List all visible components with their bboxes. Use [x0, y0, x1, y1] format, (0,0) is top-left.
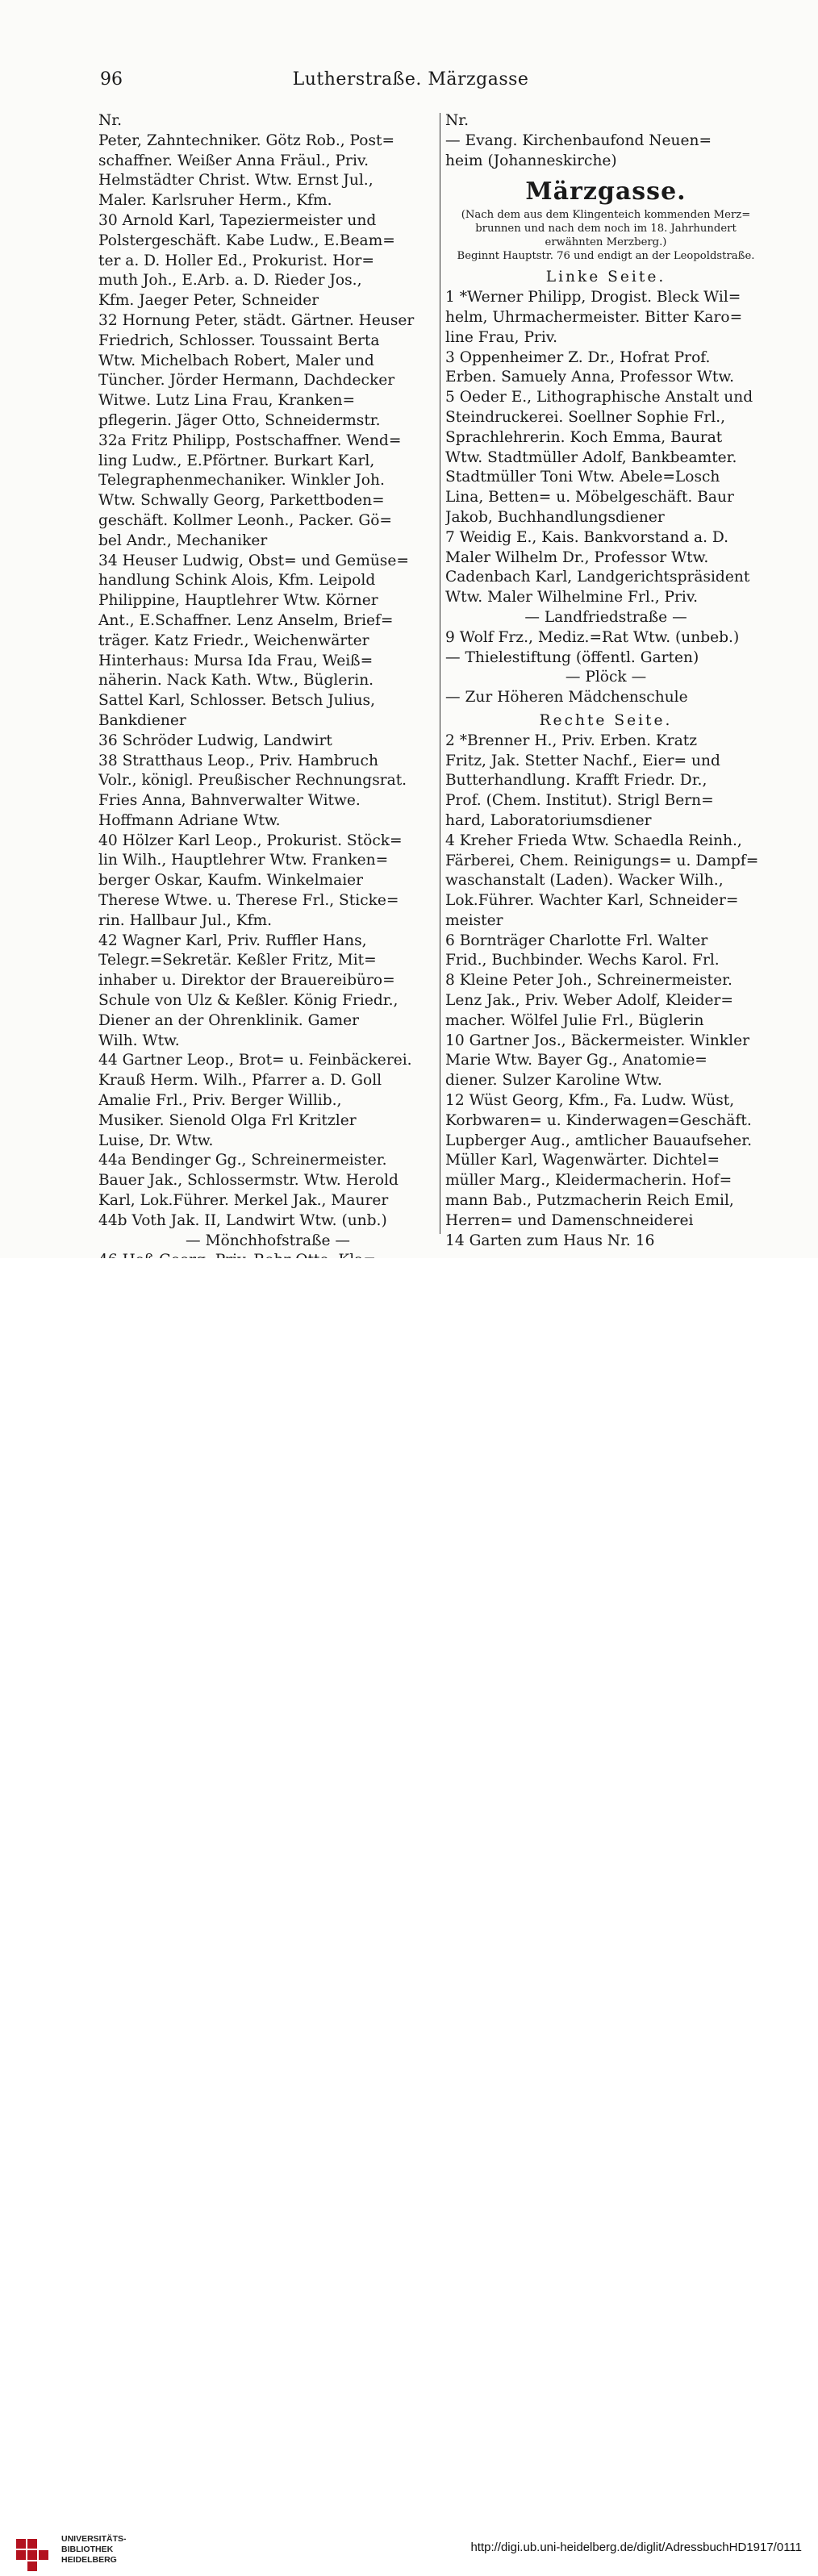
text-line: pflegerin. Jäger Otto, Schneidermstr.: [98, 411, 381, 429]
source-url-link[interactable]: http://digi.ub.uni-heidelberg.de/diglit/AdressbuchHD1917/0111: [470, 2541, 802, 2554]
right-nr-label: Nr.: [445, 112, 470, 129]
text-line: — Zur Höheren Mädchenschule: [445, 689, 688, 707]
text-line: brunnen und nach dem noch im 18. Jahrhundert: [475, 223, 737, 236]
page-title: Lutherstraße. Märzgasse: [292, 69, 529, 90]
text-line: Diener an der Ohrenklinik. Gamer: [98, 1011, 360, 1029]
text-line: line Frau, Priv.: [445, 328, 558, 346]
text-line: Friedrich, Schlosser. Toussaint Berta: [98, 331, 380, 349]
text-line: 5 Oeder E., Lithographische Anstalt und: [445, 389, 753, 406]
text-line: müller Marg., Kleidermacherin. Hof=: [445, 1172, 732, 1190]
text-line: 1 *Werner Philipp, Drogist. Bleck Wil=: [445, 289, 741, 306]
text-line: Maler. Karlsruher Herm., Kfm.: [98, 192, 332, 210]
text-line: rin. Hallbaur Jul., Kfm.: [98, 911, 273, 929]
text-line: 9 Wolf Frz., Mediz.=Rat Wtw. (unbeb.): [445, 628, 740, 646]
text-line: 32 Hornung Peter, städt. Gärtner. Heuser: [98, 311, 415, 329]
text-line: Lenz Jak., Priv. Weber Adolf, Kleider=: [445, 992, 734, 1010]
text-line: heim (Johanneskirche): [445, 152, 617, 169]
text-line: mann Bab., Putzmacherin Reich Emil,: [445, 1192, 734, 1210]
page-number: 96: [100, 69, 123, 90]
text-line: 44a Bendinger Gg., Schreinermeister.: [98, 1152, 387, 1169]
text-line: Jakob, Buchhandlungsdiener: [445, 508, 665, 526]
text-line: Frid., Buchbinder. Wechs Karol. Frl.: [445, 952, 720, 969]
text-line: 30 Arnold Karl, Tapeziermeister und: [98, 211, 377, 229]
text-line: Bankdiener: [98, 711, 186, 729]
text-line: helm, Uhrmachermeister. Bitter Karo=: [445, 308, 743, 326]
text-line: träger. Katz Friedr., Weichenwärter: [98, 631, 369, 649]
text-line: erwähnten Merzberg.): [545, 236, 667, 249]
text-line: (Nach dem aus dem Klingenteich kommenden Merz=: [461, 209, 751, 222]
text-line: Krauß Herm. Wilh., Pfarrer a. D. Goll: [98, 1072, 382, 1090]
text-line: macher. Wölfel Julie Frl., Büglerin: [445, 1011, 704, 1029]
text-line: 38 Stratthaus Leop., Priv. Hambruch: [98, 752, 378, 769]
text-line: 32a Fritz Philipp, Postschaffner. Wend=: [98, 431, 402, 449]
text-line: 3 Oppenheimer Z. Dr., Hofrat Prof.: [445, 348, 711, 366]
text-line: Polstergeschäft. Kabe Ludw., E.Beam=: [98, 231, 395, 249]
text-line: 10 Gartner Jos., Bäckermeister. Winkler: [445, 1032, 749, 1049]
text-line: Musiker. Sienold Olga Frl Kritzler: [98, 1111, 357, 1129]
scanned-page: [0, 0, 818, 1258]
text-line: Hinterhaus: Mursa Ida Frau, Weiß=: [98, 652, 374, 669]
text-line: muth Joh., E.Arb. a. D. Rieder Jos.,: [98, 272, 362, 290]
text-line: berger Oskar, Kaufm. Winkelmaier: [98, 872, 364, 890]
text-line: waschanstalt (Laden). Wacker Wilh.,: [445, 872, 724, 890]
text-line: ter a. D. Holler Ed., Prokurist. Hor=: [98, 252, 374, 269]
text-line: — Evang. Kirchenbaufond Neuen=: [445, 131, 712, 149]
text-line: Karl, Lok.Führer. Merkel Jak., Maurer: [98, 1192, 389, 1210]
text-line: ling Ludw., E.Pförtner. Burkart Karl,: [98, 452, 375, 469]
text-line: Hoffmann Adriane Wtw.: [98, 811, 281, 829]
text-line: Amalie Frl., Priv. Berger Willib.,: [98, 1092, 342, 1110]
text-line: Ant., E.Schaffner. Lenz Anselm, Brief=: [98, 611, 394, 629]
text-line: Wtw. Michelbach Robert, Maler und: [98, 352, 374, 369]
text-line: — Thielestiftung (öffentl. Garten): [445, 648, 699, 666]
text-line: Sattel Karl, Schlosser. Betsch Julius,: [98, 692, 376, 710]
text-line: Wtw. Maler Wilhelmine Frl., Priv.: [445, 589, 699, 606]
text-line: Herren= und Damenschneiderei: [445, 1211, 694, 1229]
text-line: Therese Wtwe. u. Therese Frl., Sticke=: [98, 892, 399, 910]
text-line: 8 Kleine Peter Joh., Schreinermeister.: [445, 972, 732, 990]
text-line: Färberei, Chem. Reinigungs= u. Dampf=: [445, 852, 759, 869]
text-line: — Mönchhofstraße —: [185, 1232, 351, 1249]
text-line: Marie Wtw. Bayer Gg., Anatomie=: [445, 1052, 707, 1069]
page-header: [100, 69, 721, 97]
text-line: Lina, Betten= u. Möbelgeschäft. Baur: [445, 489, 734, 506]
text-line: 12 Wüst Georg, Kfm., Fa. Ludw. Wüst,: [445, 1092, 735, 1110]
library-name: [61, 2534, 127, 2566]
left-side-heading: Linke Seite.: [545, 269, 666, 286]
right-side-heading: Rechte Seite.: [539, 711, 673, 729]
text-line: Lupberger Aug., amtlicher Bauaufseher.: [445, 1132, 752, 1149]
text-line: — Landfriedstraße —: [524, 608, 687, 626]
text-line: lin Wilh., Hauptlehrer Wtw. Franken=: [98, 852, 389, 869]
text-line: 42 Wagner Karl, Priv. Ruffler Hans,: [98, 932, 367, 949]
text-line: Fries Anna, Bahnverwalter Witwe.: [98, 792, 361, 810]
text-line: Müller Karl, Wagenwärter. Dichtel=: [445, 1152, 720, 1169]
text-line: Wtw. Schwally Georg, Parkettboden=: [98, 492, 385, 510]
text-line: 34 Heuser Ludwig, Obst= und Gemüse=: [98, 552, 409, 569]
text-line: 4 Kreher Frieda Wtw. Schaedla Reinh.,: [445, 832, 742, 849]
text-line: Beginnt Hauptstr. 76 und endigt an der Leopoldstraße.: [457, 250, 755, 263]
text-line: handlung Schink Alois, Kfm. Leipold: [98, 572, 376, 590]
text-line: 44b Voth Jak. II, Landwirt Wtw. (unb.): [98, 1211, 387, 1229]
text-line: diener. Sulzer Karoline Wtw.: [445, 1072, 662, 1090]
text-line: 44 Gartner Leop., Brot= u. Feinbäckerei.: [98, 1052, 412, 1069]
text-line: Schule von Ulz & Keßler. König Friedr.,: [98, 992, 399, 1010]
text-line: Tüncher. Jörder Hermann, Dachdecker: [98, 372, 395, 390]
text-line: Erben. Samuely Anna, Professor Wtw.: [445, 369, 735, 386]
text-line: geschäft. Kollmer Leonh., Packer. Gö=: [98, 511, 392, 529]
text-line: Philippine, Hauptlehrer Wtw. Körner: [98, 592, 378, 610]
text-line: 2 *Brenner H., Priv. Erben. Kratz: [445, 732, 698, 749]
text-line: Fritz, Jak. Stetter Nachf., Eier= und: [445, 752, 720, 769]
logo-line: HEIDELBERG: [61, 2555, 117, 2565]
text-line: — Plöck —: [565, 669, 647, 686]
text-line: Wilh. Wtw.: [98, 1032, 180, 1049]
text-line: Peter, Zahntechniker. Götz Rob., Post=: [98, 131, 395, 149]
text-line: 36 Schröder Ludwig, Landwirt: [98, 732, 332, 749]
text-line: inhaber u. Direktor der Brauereibüro=: [98, 972, 395, 990]
text-line: 7 Weidig E., Kais. Bankvorstand a. D.: [445, 528, 729, 546]
text-line: Witwe. Lutz Lina Frau, Kranken=: [98, 392, 356, 410]
text-line: Cadenbach Karl, Landgerichtspräsident: [445, 569, 750, 586]
right-top-block: [445, 131, 766, 172]
text-line: Sprachlehrerin. Koch Emma, Baurat: [445, 428, 723, 446]
library-logo-icon: [10, 2532, 53, 2576]
text-line: Telegraphenmechaniker. Winkler Joh.: [98, 472, 385, 490]
text-line: Volr., königl. Preußischer Rechnungsrat.: [98, 772, 407, 790]
right-side-entries: [445, 732, 766, 1252]
text-line: Lok.Führer. Wachter Karl, Schneider=: [445, 892, 739, 910]
right-column: [445, 111, 766, 1251]
logo-line: UNIVERSITÄTS-: [61, 2534, 127, 2544]
text-line: Telegr.=Sekretär. Keßler Fritz, Mit=: [98, 952, 377, 969]
text-line: schaffner. Weißer Anna Fräul., Priv.: [98, 152, 369, 169]
text-line: bel Andr., Mechaniker: [98, 531, 268, 549]
text-line: 40 Hölzer Karl Leop., Prokurist. Stöck=: [98, 832, 403, 849]
text-line: Nr.: [98, 112, 123, 129]
text-line: 14 Garten zum Haus Nr. 16: [445, 1232, 655, 1249]
text-line: näherin. Nack Kath. Wtw., Büglerin.: [98, 672, 374, 690]
text-line: Helmstädter Christ. Wtw. Ernst Jul.,: [98, 172, 374, 190]
text-line: Wtw. Stadtmüller Adolf, Bankbeamter.: [445, 448, 737, 466]
text-line: Prof. (Chem. Institut). Strigl Bern=: [445, 792, 714, 810]
text-line: Luise, Dr. Wtw.: [98, 1132, 214, 1149]
text-line: 6 Bornträger Charlotte Frl. Walter: [445, 932, 708, 949]
text-line: Kfm. Jaeger Peter, Schneider: [98, 292, 319, 310]
text-line: Stadtmüller Toni Wtw. Abele=Losch: [445, 469, 720, 486]
logo-line: BIBLIOTHEK: [61, 2545, 114, 2554]
text-line: Bauer Jak., Schlossermstr. Wtw. Herold: [98, 1172, 399, 1190]
text-line: meister: [445, 911, 503, 929]
text-line: Maler Wilhelm Dr., Professor Wtw.: [445, 548, 709, 566]
street-note: [445, 208, 766, 263]
text-line: Steindruckerei. Soellner Sophie Frl.,: [445, 408, 726, 426]
text-line: Butterhandlung. Krafft Friedr. Dr.,: [445, 772, 707, 790]
text-line: Korbwaren= u. Kinderwagen=Geschäft.: [445, 1111, 752, 1129]
left-side-entries: [445, 288, 766, 708]
left-column: [98, 111, 437, 1311]
street-title: Märzgasse.: [525, 177, 687, 206]
text-line: hard, Laboratoriumsdiener: [445, 811, 652, 829]
footer: [0, 1258, 818, 2565]
